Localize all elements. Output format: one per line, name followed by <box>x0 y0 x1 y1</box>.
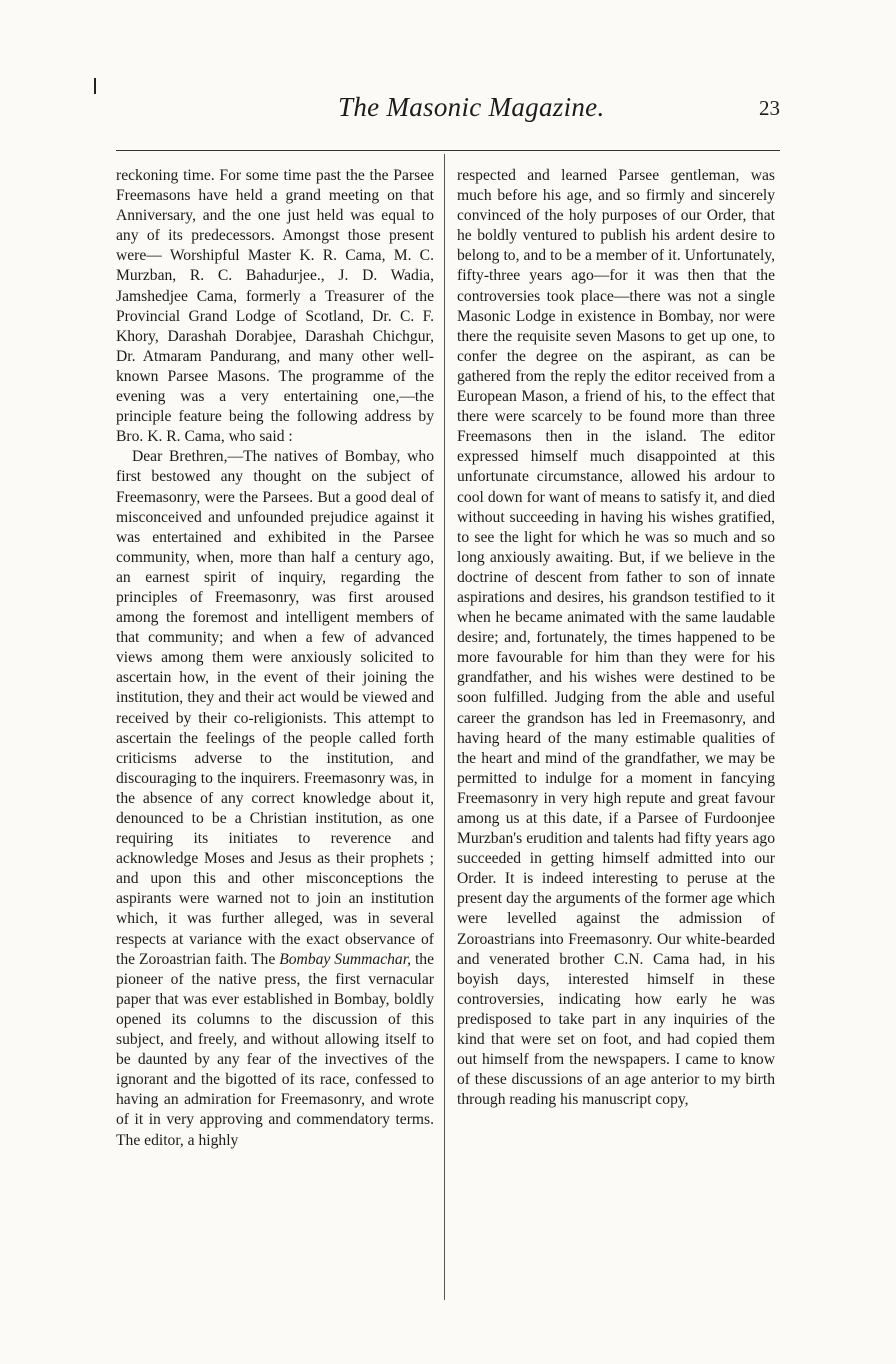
newspaper-name: Bombay Summachar, <box>279 950 411 968</box>
column-divider <box>444 154 445 1300</box>
magazine-title: The Masonic Magazine. <box>338 92 605 122</box>
left-column <box>116 166 434 1151</box>
address-text-part2: the pioneer of the native press, the first vernacular paper that was ever established in Bombay, boldly opened its columns to the discussion of this subject, and freely, and without allowing itself to be daunted by any fear of the invectives of the ignorant and the bigotted of its race, confessed to having an admiration for Freemasonry, and wrote of it in very approving and commendatory terms. The editor, a highly <box>116 950 434 1149</box>
running-header <box>116 92 780 132</box>
paragraph-continued: respected and learned Parsee gentleman, was much before his age, and so firmly and sincerely convinced of the holy purposes of our Order, that he boldly ventured to publish his ardent desire to belong to, and to be a member of it. Unfortunately, fifty-three years ago—for it was then that the controversies took place—there was not a single Masonic Lodge in existence in Bombay, nor were there the requisite seven Masons to get up one, to confer the degree on the aspirant, as can be gathered from the reply the editor received from a European Mason, a friend of his, to the effect that there were scarcely to be found more than three Freemasons then in the island. The editor expressed himself much disappointed at this unfortunate circumstance, allowed his ardour to cool down for want of means to satisfy it, and died without succeeding in having his wishes gratified, to see the light for which he was so much and so long anxiously awaiting. But, if we believe in the doctrine of descent from father to son of innate aspirations and desires, his grandson testified to it when he became animated with the same laudable desire; and, fortunately, the times happened to be more favourable for him than they were for his grandfather, and his wishes were destined to be soon fulfilled. Judging from the able and useful career the grandson has led in Freemasonry, and having heard of the many estimable qualities of the heart and mind of the grandfather, we may be permitted to indulge for a moment in fancying Freemasonry in very high repute and great favour among us at this date, if a Parsee of Furdoonjee Murzban's erudition and talents had fifty years ago succeeded in getting himself admitted into our Order. It is indeed interesting to peruse at the present day the arguments of the former age which were levelled against the admission of Zoroastrians into Freemasonry. Our white-bearded and venerated brother C.N. Cama had, in his boyish days, interested himself in these controversies, indicating how early he was predisposed to take part in any inquiries of the kind that were set on foot, and had copied them out himself from the newspapers. I came to know of these discussions of an age anterior to my birth through reading his manuscript copy, <box>457 167 775 1109</box>
header-rule <box>116 150 780 151</box>
paragraph-intro: reckoning time. For some time past the the Parsee Freemasons have held a grand meeting on that Anniversary, and the one just held was equal to any of its predecessors. Amongst those present were— Worshipful Master K. R. Cama, M. C. Murzban, R. C. Bahadurjee., J. D. Wadia, Jamshedjee Cama, formerly a Treasurer of the Provincial Grand Lodge of Scotland, Dr. C. F. Khory, Darashah Dorabjee, Darashah Chichgur, Dr. Atmaram Pandurang, and many other well-known Parsee Masons. The programme of the evening was a very entertaining one,—the principle feature being the following address by Bro. K. R. Cama, who said : <box>116 167 434 446</box>
page-number: 23 <box>759 96 780 120</box>
paragraph-address <box>116 447 434 1150</box>
margin-mark <box>94 78 96 94</box>
address-text-part1: Dear Brethren,—The natives of Bombay, who first bestowed any thought on the subject of Freemasonry, were the Parsees. But a good deal of misconceived and unfounded prejudice against it was entertained and exhibited in the Parsee community, when, more than half a century ago, an earnest spirit of inquiry, regarding the principles of Freemasonry, was first aroused among the foremost and intelligent members of that community; and when a few of advanced views among them were anxiously solicited to ascertain how, in the event of their joining the institution, they and their act would be viewed and received by their co-religionists. This attempt to ascertain the feelings of the people called forth criticisms adverse to the institution, and discouraging to the inquirers. Freemasonry was, in the absence of any correct knowledge about it, denounced to be a Christian institution, as one requiring its initiates to reverence and acknowledge Moses and Jesus as their prophets ; and upon this and other misconceptions the aspirants were warned not to join an institution which, it was further alleged, was in several respects at variance with the exact observance of the Zoroastrian faith. The <box>116 448 434 968</box>
right-column <box>457 166 775 1110</box>
